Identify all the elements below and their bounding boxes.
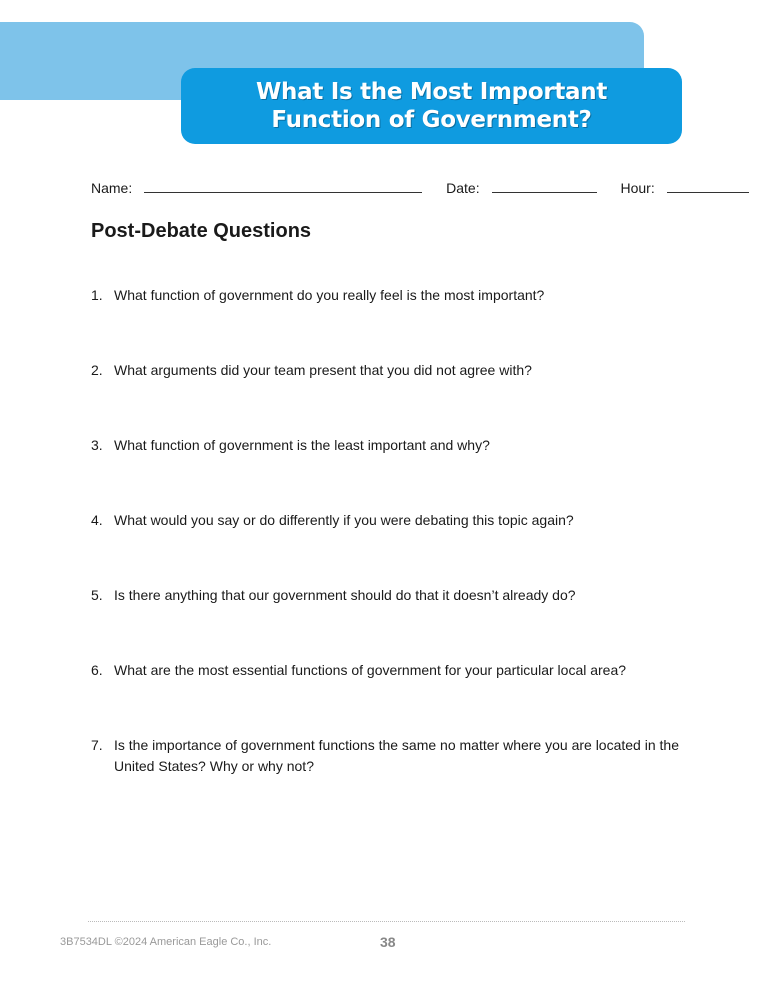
question-text: What would you say or do differently if you were debating this topic again? [114,512,574,528]
date-field[interactable] [446,180,606,196]
question-item [91,585,701,606]
question-item [91,510,701,531]
hour-field[interactable] [620,180,758,196]
question-text: What are the most essential functions of government for your particular local area? [114,662,627,678]
hour-blank[interactable] [667,178,749,193]
question-number: 2. [91,362,103,378]
student-info-fields [91,178,769,196]
name-field[interactable] [91,180,432,196]
question-item [91,435,701,456]
hour-label: Hour: [620,180,655,196]
question-text: Is the importance of government functions the same no matter where you are located in the United States? Why or why not? [114,737,679,774]
name-label: Name: [91,180,133,196]
date-blank[interactable] [492,178,597,193]
date-label: Date: [446,180,480,196]
question-number: 5. [91,587,103,603]
name-blank[interactable] [144,178,422,193]
footer-divider [88,921,685,922]
title-banner [181,68,682,144]
question-number: 7. [91,737,103,753]
page-title-line-2: Function of Government? [271,107,592,133]
question-number: 3. [91,437,103,453]
question-number: 1. [91,287,103,303]
question-number: 4. [91,512,103,528]
question-text: What function of government is the least important and why? [114,437,490,453]
question-number: 6. [91,662,103,678]
page-title-line-1: What Is the Most Important [255,79,608,105]
question-text: Is there anything that our government should do that it doesn’t already do? [114,587,576,603]
question-item [91,660,701,681]
footer-copyright: 3B7534DL ©2024 American Eagle Co., Inc. [60,936,272,948]
question-list [91,285,701,777]
section-heading: Post-Debate Questions [91,220,312,242]
question-item [91,735,701,777]
question-item [91,285,701,306]
page-number: 38 [380,934,396,950]
question-text: What arguments did your team present that you did not agree with? [114,362,532,378]
question-item [91,360,701,381]
question-text: What function of government do you really feel is the most important? [114,287,545,303]
